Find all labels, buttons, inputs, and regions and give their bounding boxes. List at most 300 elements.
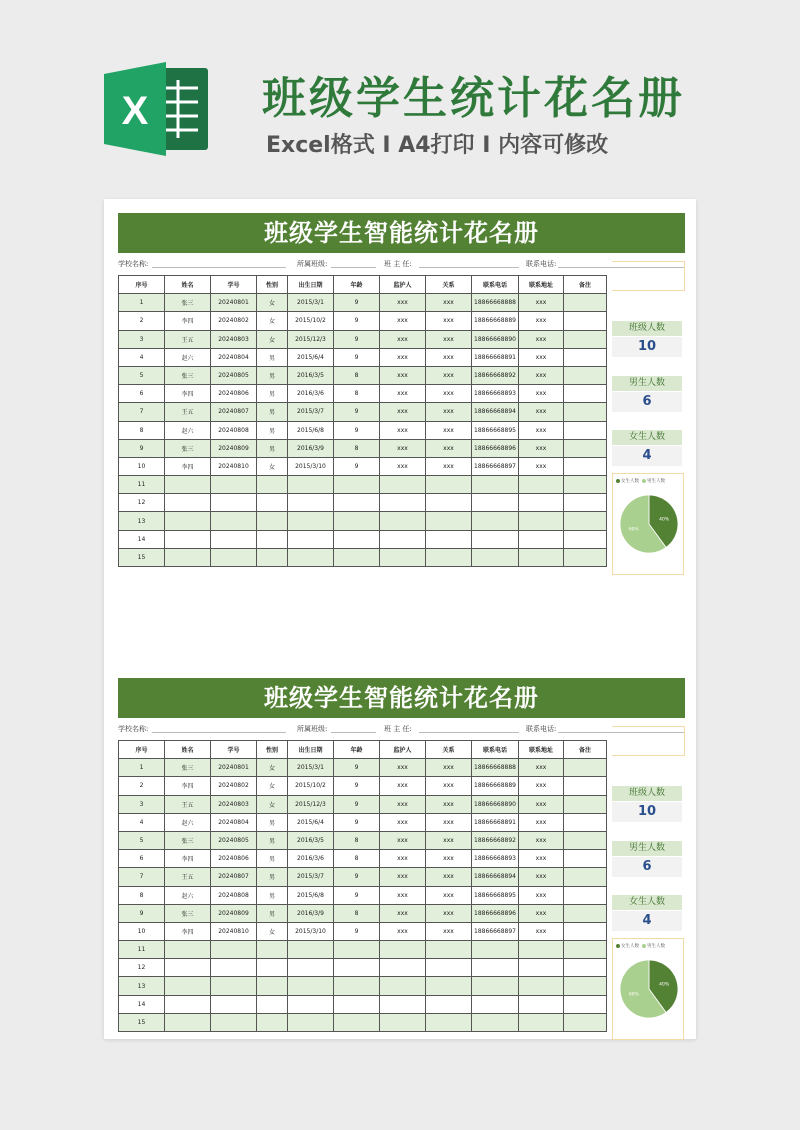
table-cell[interactable]: xxx — [380, 348, 426, 366]
table-cell[interactable]: 15 — [119, 1013, 165, 1031]
table-cell[interactable]: xxx — [426, 421, 472, 439]
table-cell[interactable]: xxx — [519, 330, 564, 348]
table-cell[interactable]: xxx — [426, 868, 472, 886]
table-cell[interactable] — [257, 959, 288, 977]
table-cell[interactable]: 李四 — [165, 850, 211, 868]
table-cell[interactable] — [472, 512, 519, 530]
table-cell[interactable]: 男 — [257, 868, 288, 886]
table-cell[interactable]: 12 — [119, 959, 165, 977]
table-cell[interactable]: 张三 — [165, 294, 211, 312]
table-cell[interactable] — [564, 421, 607, 439]
table-cell[interactable] — [564, 904, 607, 922]
table-cell[interactable] — [380, 494, 426, 512]
table-cell[interactable] — [211, 476, 257, 494]
table-cell[interactable]: xxx — [426, 777, 472, 795]
table-cell[interactable] — [334, 476, 380, 494]
table-cell[interactable] — [334, 530, 380, 548]
table-cell[interactable]: 王五 — [165, 403, 211, 421]
table-cell[interactable]: 6 — [119, 385, 165, 403]
table-cell[interactable]: xxx — [380, 403, 426, 421]
table-cell[interactable]: 张三 — [165, 439, 211, 457]
table-cell[interactable] — [334, 959, 380, 977]
table-cell[interactable] — [165, 977, 211, 995]
table-cell[interactable]: 18866668889 — [472, 777, 519, 795]
table-cell[interactable]: 女 — [257, 457, 288, 475]
table-cell[interactable]: xxx — [380, 312, 426, 330]
table-cell[interactable]: 2016/3/6 — [288, 385, 334, 403]
table-cell[interactable] — [564, 1013, 607, 1031]
table-cell[interactable]: xxx — [519, 850, 564, 868]
table-cell[interactable]: 20240803 — [211, 330, 257, 348]
table-cell[interactable] — [211, 548, 257, 566]
table-cell[interactable] — [211, 977, 257, 995]
table-cell[interactable]: 20240810 — [211, 457, 257, 475]
table-cell[interactable]: 18866668892 — [472, 366, 519, 384]
table-cell[interactable] — [165, 530, 211, 548]
table-cell[interactable]: 9 — [334, 457, 380, 475]
table-cell[interactable]: 王五 — [165, 795, 211, 813]
table-cell[interactable]: 9 — [334, 759, 380, 777]
table-cell[interactable] — [334, 977, 380, 995]
table-cell[interactable] — [165, 941, 211, 959]
table-cell[interactable]: 王五 — [165, 330, 211, 348]
table-cell[interactable] — [564, 831, 607, 849]
table-cell[interactable]: 13 — [119, 977, 165, 995]
table-cell[interactable]: 女 — [257, 795, 288, 813]
class-field-line[interactable] — [331, 732, 376, 733]
table-cell[interactable] — [564, 922, 607, 940]
table-cell[interactable]: 20240804 — [211, 348, 257, 366]
table-cell[interactable] — [564, 476, 607, 494]
table-cell[interactable] — [334, 548, 380, 566]
table-cell[interactable]: 女 — [257, 922, 288, 940]
table-cell[interactable]: xxx — [426, 439, 472, 457]
table-cell[interactable]: 2 — [119, 312, 165, 330]
table-cell[interactable]: xxx — [519, 457, 564, 475]
table-cell[interactable]: 18866668890 — [472, 795, 519, 813]
table-cell[interactable] — [519, 530, 564, 548]
table-cell[interactable]: 9 — [334, 886, 380, 904]
table-cell[interactable]: xxx — [519, 385, 564, 403]
table-cell[interactable]: xxx — [426, 457, 472, 475]
table-cell[interactable]: xxx — [426, 348, 472, 366]
table-cell[interactable]: xxx — [519, 886, 564, 904]
table-cell[interactable] — [426, 959, 472, 977]
table-cell[interactable]: 18866668890 — [472, 330, 519, 348]
table-cell[interactable]: 男 — [257, 904, 288, 922]
table-cell[interactable]: 20240801 — [211, 294, 257, 312]
table-cell[interactable] — [519, 1013, 564, 1031]
table-cell[interactable]: 13 — [119, 512, 165, 530]
table-cell[interactable]: 9 — [334, 868, 380, 886]
table-cell[interactable]: 王五 — [165, 868, 211, 886]
table-cell[interactable]: 女 — [257, 330, 288, 348]
table-cell[interactable]: xxx — [380, 850, 426, 868]
table-cell[interactable]: 10 — [119, 457, 165, 475]
table-cell[interactable]: 男 — [257, 403, 288, 421]
table-cell[interactable] — [564, 494, 607, 512]
table-cell[interactable]: 20240805 — [211, 831, 257, 849]
table-cell[interactable] — [519, 494, 564, 512]
table-cell[interactable] — [564, 886, 607, 904]
table-cell[interactable]: 2016/3/9 — [288, 439, 334, 457]
table-cell[interactable] — [564, 312, 607, 330]
table-cell[interactable] — [472, 494, 519, 512]
table-cell[interactable] — [426, 1013, 472, 1031]
table-cell[interactable]: 张三 — [165, 904, 211, 922]
table-cell[interactable] — [288, 548, 334, 566]
table-cell[interactable]: xxx — [426, 403, 472, 421]
table-cell[interactable]: 赵六 — [165, 421, 211, 439]
table-cell[interactable]: 18866668895 — [472, 886, 519, 904]
table-cell[interactable]: 9 — [334, 312, 380, 330]
table-cell[interactable]: 20240809 — [211, 439, 257, 457]
table-cell[interactable] — [288, 959, 334, 977]
table-cell[interactable]: 张三 — [165, 366, 211, 384]
table-cell[interactable] — [564, 530, 607, 548]
table-cell[interactable] — [426, 494, 472, 512]
table-cell[interactable] — [380, 476, 426, 494]
table-cell[interactable] — [211, 1013, 257, 1031]
table-cell[interactable] — [564, 941, 607, 959]
table-cell[interactable] — [380, 995, 426, 1013]
table-cell[interactable]: xxx — [519, 868, 564, 886]
table-cell[interactable] — [564, 385, 607, 403]
table-cell[interactable]: 20240806 — [211, 850, 257, 868]
table-cell[interactable]: 20240809 — [211, 904, 257, 922]
table-cell[interactable]: 女 — [257, 312, 288, 330]
table-cell[interactable] — [426, 941, 472, 959]
table-cell[interactable]: xxx — [380, 457, 426, 475]
table-cell[interactable]: xxx — [380, 831, 426, 849]
table-cell[interactable]: xxx — [519, 312, 564, 330]
table-cell[interactable] — [211, 512, 257, 530]
table-cell[interactable] — [564, 294, 607, 312]
table-cell[interactable]: xxx — [426, 330, 472, 348]
table-cell[interactable]: xxx — [380, 795, 426, 813]
table-cell[interactable]: xxx — [380, 439, 426, 457]
table-cell[interactable]: 18866668894 — [472, 868, 519, 886]
table-cell[interactable] — [288, 512, 334, 530]
table-cell[interactable] — [380, 512, 426, 530]
table-cell[interactable] — [564, 959, 607, 977]
table-cell[interactable] — [564, 512, 607, 530]
table-cell[interactable]: 8 — [334, 850, 380, 868]
table-cell[interactable] — [288, 494, 334, 512]
table-cell[interactable]: 5 — [119, 366, 165, 384]
table-cell[interactable] — [334, 512, 380, 530]
table-cell[interactable]: 8 — [334, 904, 380, 922]
table-cell[interactable]: xxx — [519, 294, 564, 312]
table-cell[interactable]: xxx — [519, 922, 564, 940]
table-cell[interactable] — [257, 512, 288, 530]
table-cell[interactable] — [472, 941, 519, 959]
table-cell[interactable] — [564, 457, 607, 475]
table-cell[interactable]: 男 — [257, 366, 288, 384]
table-cell[interactable]: 张三 — [165, 831, 211, 849]
table-cell[interactable]: 2016/3/9 — [288, 904, 334, 922]
table-cell[interactable] — [257, 977, 288, 995]
table-cell[interactable]: xxx — [426, 294, 472, 312]
table-cell[interactable]: 9 — [334, 348, 380, 366]
table-cell[interactable] — [211, 941, 257, 959]
table-cell[interactable]: 20240803 — [211, 795, 257, 813]
table-cell[interactable]: 2 — [119, 777, 165, 795]
table-cell[interactable] — [472, 995, 519, 1013]
table-cell[interactable]: xxx — [426, 850, 472, 868]
table-cell[interactable]: 2016/3/6 — [288, 850, 334, 868]
table-cell[interactable]: xxx — [519, 421, 564, 439]
table-cell[interactable]: 11 — [119, 476, 165, 494]
table-cell[interactable] — [380, 1013, 426, 1031]
table-cell[interactable]: 5 — [119, 831, 165, 849]
table-cell[interactable]: 2015/3/10 — [288, 457, 334, 475]
table-cell[interactable] — [288, 530, 334, 548]
table-cell[interactable] — [257, 1013, 288, 1031]
table-cell[interactable]: xxx — [380, 330, 426, 348]
table-cell[interactable]: xxx — [426, 795, 472, 813]
table-cell[interactable] — [564, 548, 607, 566]
table-cell[interactable] — [564, 348, 607, 366]
table-cell[interactable] — [211, 995, 257, 1013]
table-cell[interactable] — [334, 494, 380, 512]
table-cell[interactable]: xxx — [426, 886, 472, 904]
table-cell[interactable]: 20240810 — [211, 922, 257, 940]
table-cell[interactable]: 18866668896 — [472, 439, 519, 457]
table-cell[interactable]: xxx — [380, 922, 426, 940]
table-cell[interactable] — [472, 977, 519, 995]
table-cell[interactable] — [472, 548, 519, 566]
table-cell[interactable] — [564, 777, 607, 795]
table-cell[interactable]: 20240808 — [211, 886, 257, 904]
table-cell[interactable]: 8 — [334, 439, 380, 457]
table-cell[interactable]: 2015/3/7 — [288, 868, 334, 886]
table-cell[interactable]: 9 — [334, 294, 380, 312]
table-cell[interactable]: 18866668891 — [472, 813, 519, 831]
table-cell[interactable]: xxx — [426, 759, 472, 777]
table-cell[interactable] — [288, 995, 334, 1013]
table-cell[interactable]: 9 — [119, 439, 165, 457]
table-cell[interactable]: 2015/6/8 — [288, 421, 334, 439]
table-cell[interactable]: 2015/6/4 — [288, 348, 334, 366]
table-cell[interactable]: 2016/3/5 — [288, 366, 334, 384]
table-cell[interactable] — [564, 977, 607, 995]
table-cell[interactable]: xxx — [519, 759, 564, 777]
table-cell[interactable]: xxx — [519, 366, 564, 384]
table-cell[interactable] — [165, 476, 211, 494]
table-cell[interactable] — [288, 1013, 334, 1031]
table-cell[interactable] — [519, 959, 564, 977]
table-cell[interactable]: 18866668894 — [472, 403, 519, 421]
table-cell[interactable] — [165, 548, 211, 566]
table-cell[interactable]: 18866668892 — [472, 831, 519, 849]
table-cell[interactable] — [564, 759, 607, 777]
table-cell[interactable]: 9 — [334, 777, 380, 795]
table-cell[interactable]: 女 — [257, 294, 288, 312]
table-cell[interactable]: 8 — [334, 385, 380, 403]
table-cell[interactable] — [564, 330, 607, 348]
class-field-line[interactable] — [331, 267, 376, 268]
table-cell[interactable]: 男 — [257, 421, 288, 439]
table-cell[interactable]: xxx — [519, 904, 564, 922]
table-cell[interactable]: 男 — [257, 831, 288, 849]
table-cell[interactable]: 李四 — [165, 312, 211, 330]
table-cell[interactable]: xxx — [426, 831, 472, 849]
table-cell[interactable]: 赵六 — [165, 813, 211, 831]
table-cell[interactable]: xxx — [380, 813, 426, 831]
table-cell[interactable] — [564, 868, 607, 886]
table-cell[interactable]: 12 — [119, 494, 165, 512]
table-cell[interactable]: 9 — [119, 904, 165, 922]
table-cell[interactable]: 4 — [119, 348, 165, 366]
table-cell[interactable]: xxx — [380, 868, 426, 886]
table-cell[interactable]: 女 — [257, 777, 288, 795]
table-cell[interactable]: 赵六 — [165, 348, 211, 366]
table-cell[interactable]: 李四 — [165, 385, 211, 403]
table-cell[interactable] — [257, 476, 288, 494]
table-cell[interactable]: 9 — [334, 330, 380, 348]
table-cell[interactable]: xxx — [426, 922, 472, 940]
table-cell[interactable]: xxx — [426, 813, 472, 831]
table-cell[interactable]: 20240804 — [211, 813, 257, 831]
table-cell[interactable]: 2015/3/1 — [288, 294, 334, 312]
table-cell[interactable]: 11 — [119, 941, 165, 959]
table-cell[interactable]: 2015/3/10 — [288, 922, 334, 940]
table-cell[interactable] — [334, 995, 380, 1013]
table-cell[interactable]: 18866668888 — [472, 759, 519, 777]
table-cell[interactable]: 14 — [119, 530, 165, 548]
table-cell[interactable]: 20240802 — [211, 777, 257, 795]
table-cell[interactable]: 20240806 — [211, 385, 257, 403]
table-cell[interactable] — [472, 530, 519, 548]
table-cell[interactable]: 7 — [119, 403, 165, 421]
table-cell[interactable]: 2015/10/2 — [288, 777, 334, 795]
table-cell[interactable]: xxx — [519, 831, 564, 849]
table-cell[interactable]: xxx — [380, 421, 426, 439]
table-cell[interactable] — [165, 494, 211, 512]
table-cell[interactable]: xxx — [380, 759, 426, 777]
table-cell[interactable]: 8 — [334, 366, 380, 384]
table-cell[interactable]: 2015/10/2 — [288, 312, 334, 330]
table-cell[interactable]: 3 — [119, 795, 165, 813]
school-field-line[interactable] — [152, 732, 286, 733]
table-cell[interactable]: xxx — [426, 312, 472, 330]
table-cell[interactable]: xxx — [380, 777, 426, 795]
table-cell[interactable] — [257, 941, 288, 959]
table-cell[interactable] — [564, 366, 607, 384]
table-cell[interactable] — [288, 476, 334, 494]
table-cell[interactable]: xxx — [380, 385, 426, 403]
table-cell[interactable] — [380, 959, 426, 977]
table-cell[interactable]: xxx — [380, 294, 426, 312]
table-cell[interactable] — [211, 494, 257, 512]
table-cell[interactable] — [426, 548, 472, 566]
table-cell[interactable]: 18866668897 — [472, 922, 519, 940]
table-cell[interactable] — [426, 995, 472, 1013]
table-cell[interactable]: 9 — [334, 922, 380, 940]
table-cell[interactable]: 18866668891 — [472, 348, 519, 366]
table-cell[interactable]: 9 — [334, 795, 380, 813]
table-cell[interactable]: xxx — [519, 795, 564, 813]
table-cell[interactable] — [426, 476, 472, 494]
table-cell[interactable]: 20240808 — [211, 421, 257, 439]
table-cell[interactable] — [519, 977, 564, 995]
table-cell[interactable]: 18866668897 — [472, 457, 519, 475]
table-cell[interactable]: 20240805 — [211, 366, 257, 384]
teacher-field-line[interactable] — [419, 732, 519, 733]
table-cell[interactable]: xxx — [519, 813, 564, 831]
table-cell[interactable] — [257, 530, 288, 548]
table-cell[interactable] — [564, 439, 607, 457]
table-cell[interactable]: 7 — [119, 868, 165, 886]
table-cell[interactable] — [165, 1013, 211, 1031]
table-cell[interactable]: 9 — [334, 813, 380, 831]
table-cell[interactable] — [380, 530, 426, 548]
table-cell[interactable]: 10 — [119, 922, 165, 940]
table-cell[interactable] — [564, 403, 607, 421]
table-cell[interactable]: xxx — [426, 385, 472, 403]
table-cell[interactable]: 18866668888 — [472, 294, 519, 312]
table-cell[interactable]: 15 — [119, 548, 165, 566]
table-cell[interactable]: xxx — [380, 886, 426, 904]
table-cell[interactable] — [519, 476, 564, 494]
table-cell[interactable] — [519, 941, 564, 959]
table-cell[interactable] — [288, 941, 334, 959]
table-cell[interactable]: 2015/3/1 — [288, 759, 334, 777]
table-cell[interactable] — [165, 512, 211, 530]
table-cell[interactable]: 8 — [334, 831, 380, 849]
table-cell[interactable]: 18866668889 — [472, 312, 519, 330]
table-cell[interactable]: 2015/12/3 — [288, 795, 334, 813]
table-cell[interactable]: 9 — [334, 421, 380, 439]
table-cell[interactable]: 张三 — [165, 759, 211, 777]
table-cell[interactable]: 男 — [257, 850, 288, 868]
table-cell[interactable] — [472, 1013, 519, 1031]
table-cell[interactable]: 女 — [257, 759, 288, 777]
table-cell[interactable] — [564, 795, 607, 813]
table-cell[interactable]: xxx — [380, 904, 426, 922]
table-cell[interactable] — [380, 941, 426, 959]
table-cell[interactable]: xxx — [519, 348, 564, 366]
table-cell[interactable]: xxx — [519, 777, 564, 795]
table-cell[interactable] — [519, 548, 564, 566]
table-cell[interactable]: 男 — [257, 813, 288, 831]
table-cell[interactable]: 男 — [257, 886, 288, 904]
table-cell[interactable] — [380, 977, 426, 995]
table-cell[interactable]: 李四 — [165, 457, 211, 475]
table-cell[interactable] — [564, 995, 607, 1013]
table-cell[interactable]: 2015/6/8 — [288, 886, 334, 904]
table-cell[interactable]: 2015/6/4 — [288, 813, 334, 831]
table-cell[interactable]: 男 — [257, 439, 288, 457]
table-cell[interactable] — [564, 850, 607, 868]
table-cell[interactable]: 1 — [119, 759, 165, 777]
table-cell[interactable]: 14 — [119, 995, 165, 1013]
table-cell[interactable] — [288, 977, 334, 995]
table-cell[interactable]: 赵六 — [165, 886, 211, 904]
table-cell[interactable]: 20240802 — [211, 312, 257, 330]
table-cell[interactable] — [519, 995, 564, 1013]
table-cell[interactable] — [564, 813, 607, 831]
table-cell[interactable] — [426, 530, 472, 548]
table-cell[interactable]: 李四 — [165, 922, 211, 940]
table-cell[interactable]: 18866668893 — [472, 850, 519, 868]
table-cell[interactable] — [426, 512, 472, 530]
table-cell[interactable]: 2016/3/5 — [288, 831, 334, 849]
table-cell[interactable] — [472, 476, 519, 494]
table-cell[interactable]: 18866668893 — [472, 385, 519, 403]
table-cell[interactable]: 20240807 — [211, 403, 257, 421]
